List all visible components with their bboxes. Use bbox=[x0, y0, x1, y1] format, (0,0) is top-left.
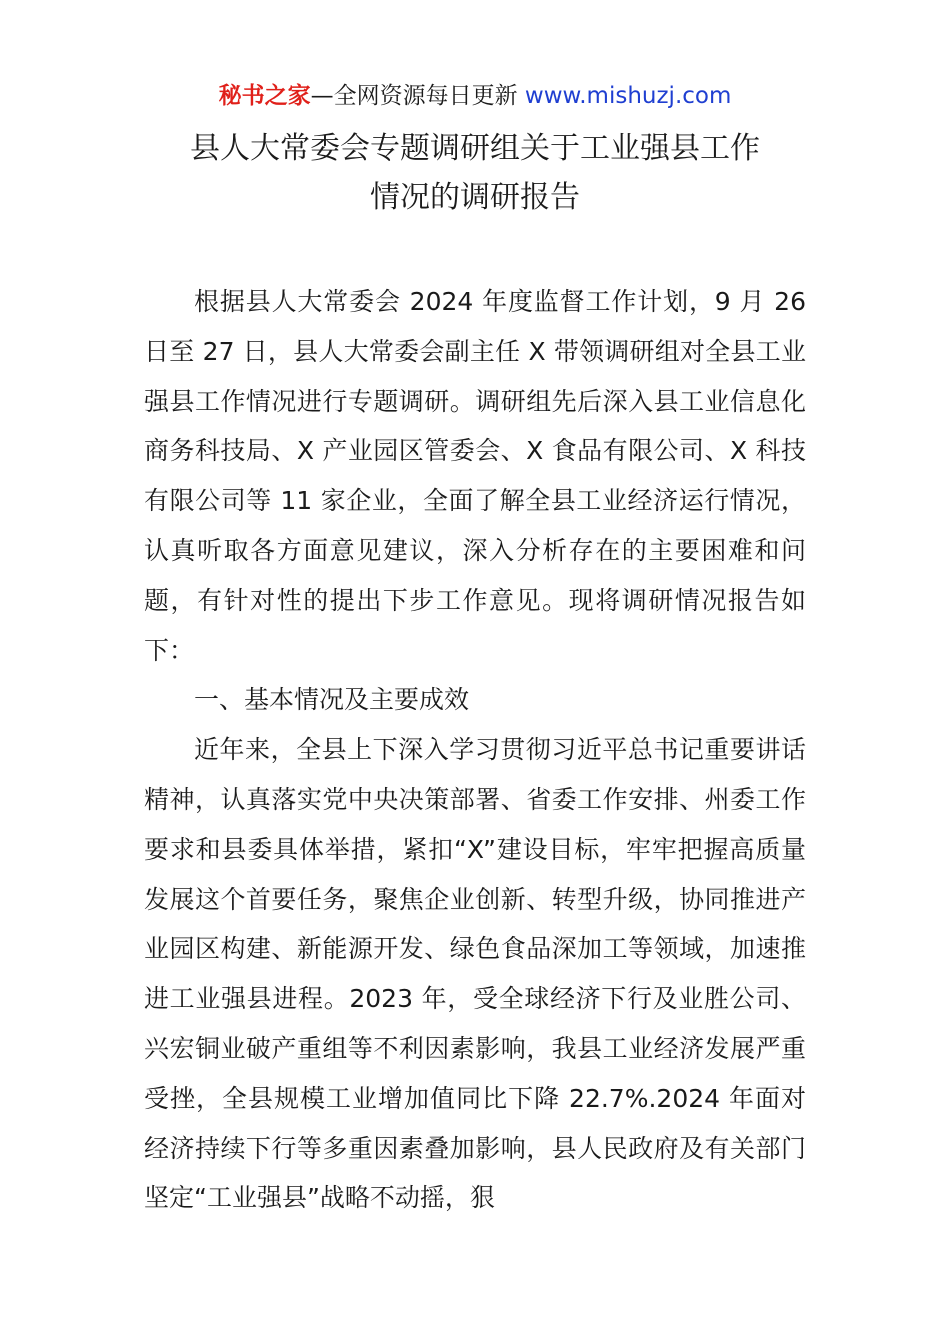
document-title-line-2: 情况的调研报告 bbox=[370, 180, 580, 215]
paragraph-intro: 根据县人大常委会 2024 年度监督工作计划，9 月 26 日至 27 日，县人大常委会副主任 X 带领调研组对全县工业强县工作情况进行专题调研。调研组先后深入县工业信息化商务科技局、X 产业园区管委会、X 食品有限公司、X 科技有限公司等 11 家企业，全面了解全县工业经济运行情况，认真听取各方面意见建议，深入分析存在的主要困难和问题，有针对性的提出下步工作意见。现将调研情况报告如下： bbox=[144, 287, 806, 665]
document-body bbox=[144, 277, 806, 1223]
site-url[interactable]: www.mishuzj.com bbox=[517, 83, 732, 109]
section-heading-1: 一、基本情况及主要成效 bbox=[194, 685, 470, 715]
document-title-line-1: 县人大常委会专题调研组关于工业强县工作 bbox=[190, 131, 760, 166]
header-tagline: —全网资源每日更新 bbox=[310, 83, 518, 109]
paragraph-section-1: 近年来，全县上下深入学习贯彻习近平总书记重要讲话精神，认真落实党中央决策部署、省委工作安排、州委工作要求和县委具体举措，紧扣“X”建设目标，牢牢把握高质量发展这个首要任务，聚焦企业创新、转型升级，协同推进产业园区构建、新能源开发、绿色食品深加工等领域，加速推进工业强县进程。2023 年，受全球经济下行及业胜公司、兴宏铜业破产重组等不利因素影响，我县工业经济发展严重受挫，全县规模工业增加值同比下降 22.7%.2024 年面对经济持续下行等多重因素叠加影响，县人民政府及有关部门坚定“工业强县”战略不动摇，狠 bbox=[144, 735, 806, 1213]
brand-name: 秘书之家 bbox=[218, 83, 311, 109]
site-header bbox=[0, 80, 950, 112]
